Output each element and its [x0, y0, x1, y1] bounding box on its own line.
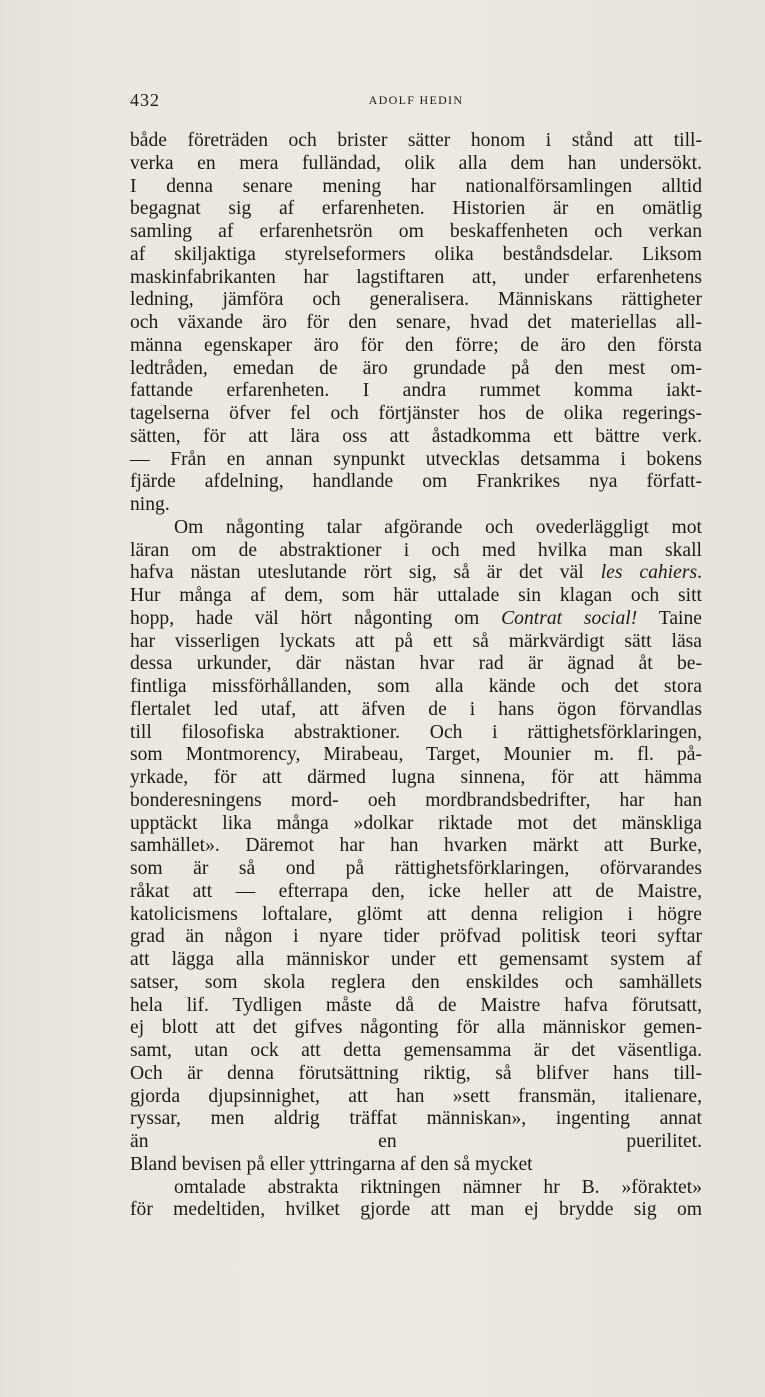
text-line: sätten, för att lära oss att åstadkomma ett bättre verk. [130, 425, 702, 447]
text-line: maskinfabrikanten har lagstiftaren att, under erfarenhetens [130, 266, 702, 288]
text-line: Och är denna förutsättning riktig, så blifver hans till- [130, 1062, 702, 1084]
text-line: omtalade abstrakta riktningen nämner hr B. »föraktet» [174, 1176, 702, 1198]
text-line: grad än någon i nyare tider pröfvad politisk teori syftar [130, 926, 702, 948]
text-line: till filosofiska abstraktioner. Och i rättighetsförklaringen, [130, 721, 702, 743]
text-line: gjorda djupsinnighet, att han »sett fransmän, italienare, [130, 1085, 702, 1107]
text-line: ryssar, men aldrig träffat människan», ingenting annat [130, 1108, 702, 1130]
text-line: både företräden och brister sätter honom i stånd att till- [130, 130, 702, 151]
text-line: som är så ond på rättighetsförklaringen, oförvarandes [130, 858, 702, 879]
body-text [130, 130, 702, 1222]
text-line: ledtråden, emedan de äro grundade på den mest om- [130, 357, 702, 379]
text-line: hela lif. Tydligen måste då de Maistre hafva förutsatt, [130, 994, 702, 1016]
text-line: — Från en annan synpunkt utvecklas detsamma i bokens [130, 448, 702, 470]
text-line: än en puerilitet. [130, 1131, 702, 1152]
text-line: af skiljaktiga styrelseformers olika beståndsdelar. Liksom [130, 243, 702, 265]
running-head: ADOLF HEDIN [368, 93, 464, 107]
text-line: bonderesningens mord- oeh mordbrandsbedrifter, har han [130, 789, 702, 811]
text-line: yrkade, för att därmed lugna sinnena, för att hämma [130, 767, 702, 788]
text-line: har visserligen lyckats att på ett så märkvärdigt sätt läsa [130, 630, 702, 652]
text-line: Bland bevisen på eller yttringarna af den så mycket [130, 1153, 533, 1175]
page-header [130, 90, 702, 114]
text-line: fintliga missförhållanden, som alla kände och det stora [130, 676, 702, 697]
text-line: I denna senare mening har nationalförsamlingen alltid [130, 175, 702, 197]
text-line: begagnat sig af erfarenheten. Historien är en omätlig [130, 198, 702, 220]
text-line: och växande äro för den senare, hvad det materiellas all- [130, 312, 702, 333]
text-line: samt, utan ock att detta gemensamma är det väsentliga. [130, 1040, 702, 1061]
text-line: råkat att — efterrapa den, icke heller att de Maistre, [130, 880, 702, 902]
page-number: 432 [130, 90, 160, 110]
text-line: fattande erfarenheten. I andra rummet komma iakt- [130, 380, 702, 402]
text-span: hopp, hade väl hört någonting om [130, 607, 480, 629]
text-line: som Montmorency, Mirabeau, Target, Mounier m. fl. på- [130, 744, 702, 766]
text-line: för medeltiden, hvilket gjorde att man ej brydde sig om [130, 1199, 702, 1221]
text-line: flertalet led utaf, att äfven de i hans ögon förvandlas [130, 698, 702, 720]
text-line: samling af erfarenhetsrön om beskaffenheten och verkan [130, 221, 702, 242]
text-line: ledning, jämföra och generalisera. Människans rättigheter [130, 289, 702, 311]
text-line: katolicismens loftalare, glömt att denna religion i högre [130, 903, 702, 925]
text-line [130, 562, 702, 585]
text-line: männa egenskaper äro för den förre; de äro den första [130, 334, 702, 356]
text-line: ning. [130, 494, 170, 515]
text-line: att lägga alla människor under ett gemensamt system af [130, 949, 702, 970]
text-line: tagelserna öfver fel och förtjänster hos de olika regerings- [130, 403, 702, 424]
text-line: fjärde afdelning, handlande om Frankrikes nya författ- [130, 471, 702, 493]
text-line: Hur många af dem, som här uttalade sin klagan och sitt [130, 585, 702, 606]
text-line [130, 608, 702, 631]
text-line: dessa urkunder, där nästan hvar rad är ägnad åt be- [130, 653, 702, 675]
text-span: Taine [658, 607, 702, 629]
text-line: samhället». Däremot har han hvarken märkt att Burke, [130, 835, 702, 857]
text-span: . [697, 562, 702, 584]
text-line: upptäckt lika många »dolkar riktade mot det mänskliga [130, 812, 702, 834]
italic-title: Contrat social! [501, 607, 638, 629]
text-line: Om någonting talar afgörande och ovederläggligt mot [174, 516, 702, 538]
text-span: hafva nästan uteslutande rört sig, så är det väl [130, 562, 584, 584]
text-line: verka en mera fulländad, olik alla dem han undersökt. [130, 152, 702, 174]
text-line: ej blott att det gifves någonting för alla människor gemen- [130, 1017, 702, 1039]
italic-title: les cahiers [600, 562, 698, 584]
text-line: satser, som skola reglera den enskildes och samhällets [130, 971, 702, 993]
text-line: läran om de abstraktioner i och med hvilka man skall [130, 539, 702, 561]
